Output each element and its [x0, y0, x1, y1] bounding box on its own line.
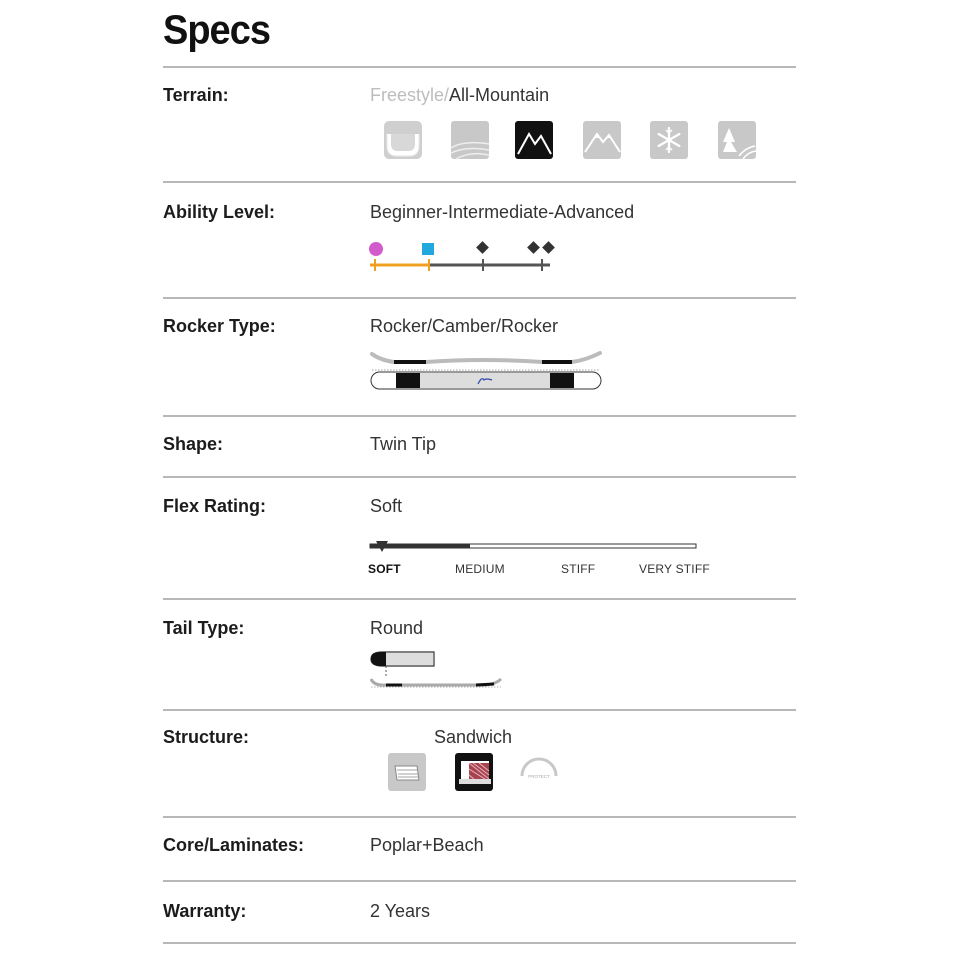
- terrain-value: [370, 85, 549, 106]
- shape-label: Shape:: [163, 434, 224, 454]
- beginner-marker: [369, 242, 383, 256]
- terrain-active-text: All-Mountain: [449, 85, 550, 105]
- structure-value: Sandwich: [434, 727, 513, 747]
- divider: [163, 942, 796, 944]
- warranty-label: Warranty:: [163, 901, 247, 921]
- divider: [163, 598, 796, 600]
- expert-marker: [527, 241, 540, 254]
- park-icon: [383, 120, 423, 160]
- divider: [163, 709, 796, 711]
- all-mountain-icon: [514, 120, 554, 160]
- divider: [163, 297, 796, 299]
- sandwich-structure-icon: [454, 752, 494, 792]
- divider: [163, 415, 796, 417]
- rocker-label: Rocker Type:: [163, 316, 276, 336]
- shape-value: Twin Tip: [370, 434, 437, 454]
- advanced-marker: [476, 241, 489, 254]
- divider: [163, 181, 796, 183]
- warranty-value: 2 Years: [370, 901, 431, 921]
- core-label: Core/Laminates:: [163, 835, 305, 855]
- protect-text: PROTECT: [528, 774, 550, 779]
- structure-label: Structure:: [163, 727, 250, 747]
- tail-value: Round: [370, 618, 424, 638]
- protect-edge-icon: [518, 756, 560, 784]
- flex-rating-bar: [366, 536, 706, 556]
- intermediate-marker: [422, 243, 434, 255]
- flex-value: Soft: [370, 496, 403, 516]
- cap-structure-icon: [387, 752, 427, 792]
- flex-scale-soft: SOFT: [368, 562, 401, 576]
- groomer-icon: [450, 120, 490, 160]
- divider: [163, 816, 796, 818]
- tail-label: Tail Type:: [163, 618, 245, 638]
- core-value: Poplar+Beach: [370, 835, 484, 855]
- flex-scale-stiff: STIFF: [561, 562, 596, 576]
- divider: [163, 880, 796, 882]
- page-title: Specs: [163, 8, 270, 54]
- backcountry-icon: [717, 120, 757, 160]
- flex-scale-medium: MEDIUM: [455, 562, 505, 576]
- flex-scale-very-stiff: VERY STIFF: [639, 562, 710, 576]
- expert-marker: [542, 241, 555, 254]
- terrain-label: Terrain:: [163, 85, 229, 105]
- terrain-inactive-text: Freestyle/: [370, 85, 450, 105]
- rocker-value: Rocker/Camber/Rocker: [370, 316, 559, 336]
- ability-value: Beginner-Intermediate-Advanced: [370, 202, 635, 222]
- ability-label: Ability Level:: [163, 202, 276, 222]
- flex-label: Flex Rating:: [163, 496, 267, 516]
- ability-level-scale: [364, 236, 564, 276]
- freeride-icon: [582, 120, 622, 160]
- powder-icon: [649, 120, 689, 160]
- divider: [163, 66, 796, 68]
- round-tail-diagram: [366, 648, 516, 693]
- rocker-camber-rocker-profile: [366, 346, 606, 396]
- divider: [163, 476, 796, 478]
